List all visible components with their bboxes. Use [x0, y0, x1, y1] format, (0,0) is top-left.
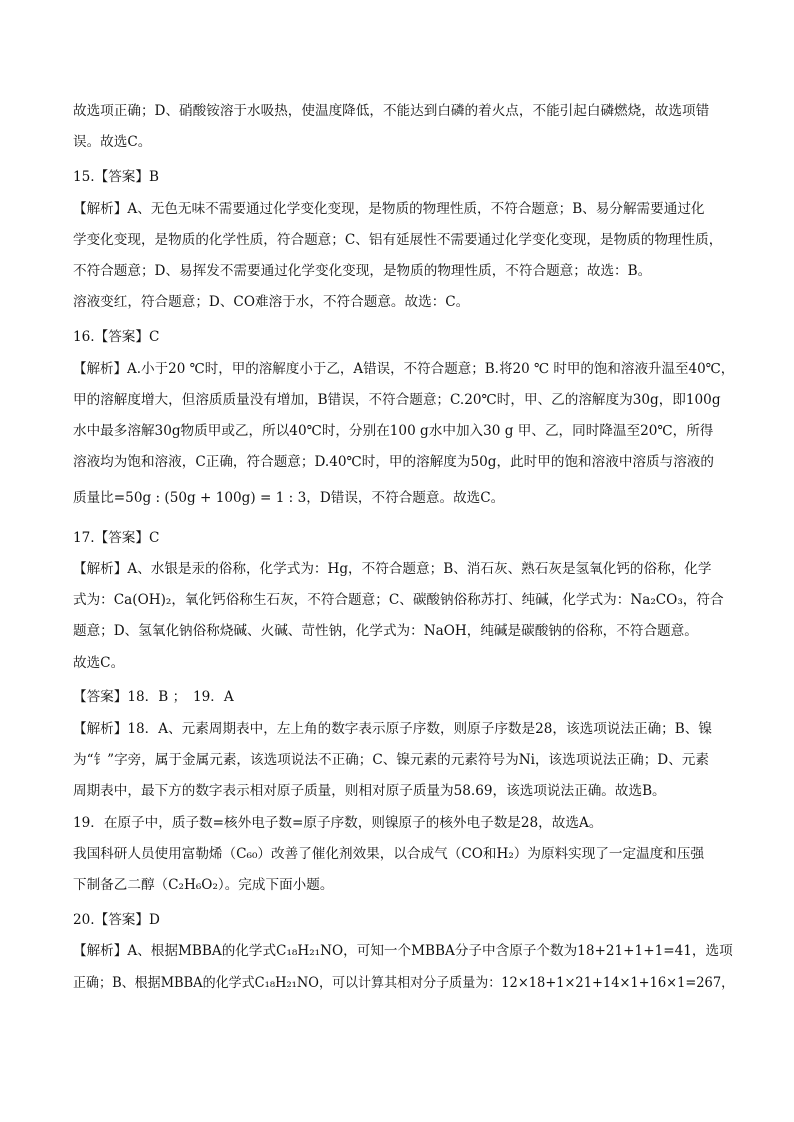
text-line: 学变化变现，是物质的化学性质，符合题意；C、铝有延展性不需要通过化学变化变现，是物质的物理性质，: [73, 232, 723, 248]
answer-heading: 【答案】18．B ； 19．A: [73, 689, 234, 705]
text-line: 式为：Ca(OH)₂，氧化钙俗称生石灰，不符合题意；C、碳酸钠俗称苏打、纯碱，化学式为：Na₂CO₃，符合: [73, 592, 724, 608]
text-line: 溶液均为饱和溶液，C正确，符合题意；D.40℃时，甲的溶解度为50g，此时甲的饱和溶液中溶质与溶液的: [73, 454, 714, 470]
text-line: 题意；D、氢氧化钠俗称烧碱、火碱、苛性钠，化学式为：NaOH，纯碱是碳酸钠的俗称，不符合题意。: [73, 623, 698, 639]
text-line: 甲的溶解度增大，但溶质质量没有增加，B错误，不符合题意；C.20℃时，甲、乙的溶解度为30g，即100g: [73, 392, 721, 408]
answer-heading: 20.【答案】D: [73, 912, 160, 928]
text-line: 【解析】A、无色无味不需要通过化学变化变现，是物质的物理性质，不符合题意；B、易分解需要通过化: [73, 201, 705, 217]
text-line: 故选C。: [73, 655, 125, 671]
text-line: 我国科研人员使用富勒烯（C₆₀）改善了催化剂效果，以合成气（CO和H₂）为原料实现了一定温度和压强: [73, 846, 705, 862]
text-line: 质量比=50g : (50g + 100g) = 1 : 3，D错误，不符合题意。故选C。: [73, 490, 505, 506]
text-line: 误。故选C。: [73, 134, 152, 150]
text-line: 19．在原子中，质子数=核外电子数=原子序数，则镍原子的核外电子数是28，故选A。: [73, 815, 603, 831]
text-line: 水中最多溶解30g物质甲或乙，所以40℃时，分别在100 g水中加入30 g 甲、乙，同时降温至20℃，所得: [73, 423, 714, 439]
text-line: 故选项正确；D、硝酸铵溶于水吸热，使温度降低，不能达到白磷的着火点，不能引起白磷燃烧，故选项错: [73, 103, 710, 119]
text-line: 下制备乙二醇（C₂H₆O₂）。完成下面小题。: [73, 877, 334, 893]
text-line: 为“钅”字旁，属于金属元素，该选项说法不正确；C、镍元素的元素符号为Ni，该选项说法正确；D、元素: [73, 752, 709, 768]
answer-heading: 16.【答案】C: [73, 329, 160, 345]
text-line: 不符合题意；D、易挥发不需要通过化学变化变现，是物质的物理性质，不符合题意；故选：B。: [73, 263, 652, 279]
text-line: 【解析】18．A、元素周期表中，左上角的数字表示原子序数，则原子序数是28，该选项说法正确；B、镍: [73, 721, 712, 737]
answer-heading: 15.【答案】B: [73, 169, 159, 185]
text-line: 【解析】A、水银是汞的俗称，化学式为：Hg，不符合题意；B、消石灰、熟石灰是氢氧化钙的俗称，化学: [73, 561, 712, 577]
text-line: 正确；B、根据MBBA的化学式C₁₈H₂₁NO，可以计算其相对分子质量为：12×18+1×21+14×1+16×1=267，: [73, 975, 735, 991]
text-line: 溶液变红，符合题意；D、CO难溶于水，不符合题意。故选：C。: [73, 294, 470, 310]
text-line: 【解析】A.小于20 ℃时，甲的溶解度小于乙，A错误，不符合题意；B.将20 ℃ 时甲的饱和溶液升温至40℃，: [73, 361, 735, 377]
answer-heading: 17.【答案】C: [73, 530, 160, 546]
text-line: 周期表中，最下方的数字表示相对原子质量，则相对原子质量为58.69，该选项说法正确。故选B。: [73, 783, 666, 799]
text-line: 【解析】A、根据MBBA的化学式C₁₈H₂₁NO，可知一个MBBA分子中含原子个数为18+21+1+1=41，选项: [73, 943, 733, 959]
